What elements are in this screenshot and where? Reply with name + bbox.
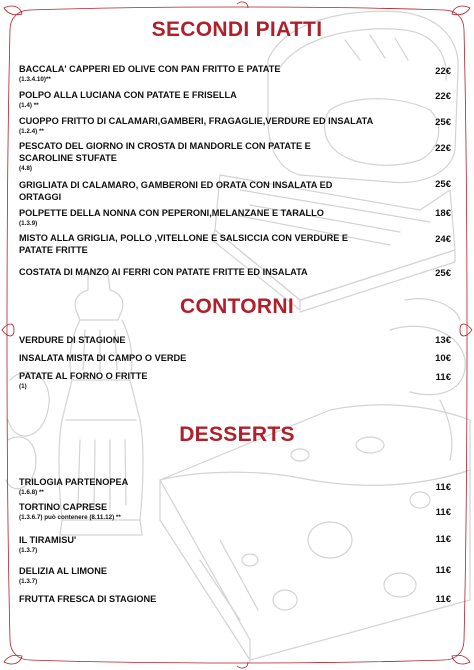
item-price: 24€ (435, 234, 451, 245)
item-name: CUOPPO FRITTO DI CALAMARI,GAMBERI, FRAGAGLIE,VERDURE ED INSALATA (19, 116, 374, 126)
menu-item (19, 207, 459, 228)
menu-item (19, 334, 459, 346)
item-price: 25€ (435, 117, 451, 128)
item-name: IL TIRAMISU' (19, 535, 77, 545)
item-allergens: (1.4) ** (19, 102, 39, 109)
item-allergens: (1.3.6.7) può contenere (8.11.12) ** (19, 514, 121, 521)
item-price: 11€ (435, 482, 451, 493)
item-name: DELIZIA AL LIMONE (19, 566, 107, 576)
section-title-contorni: CONTORNI (179, 295, 294, 318)
section-title-secondi: SECONDI PIATTI (151, 18, 323, 41)
item-price: 25€ (435, 179, 451, 190)
item-name: VERDURE DI STAGIONE (19, 335, 126, 345)
item-price: 22€ (435, 143, 451, 154)
item-name: FRUTTA FRESCA DI STAGIONE (19, 594, 157, 604)
item-allergens: (1.2.4) ** (19, 128, 44, 135)
item-allergens: (1.3.7) (19, 547, 38, 554)
item-name: POLPETTE DELLA NONNA CON PEPERONI,MELANZANE E TARALLO (19, 208, 324, 218)
item-price: 25€ (435, 268, 451, 279)
item-name: POLPO ALLA LUCIANA CON PATATE E FRISELLA (19, 90, 237, 100)
item-price: 10€ (435, 353, 451, 364)
item-price: 11€ (435, 507, 451, 518)
item-name: MISTO ALLA GRIGLIA, POLLO ,VITELLONE E SALSICCIA CON VERDURE E PATATE FRITTE (19, 233, 349, 255)
menu-item (19, 63, 459, 84)
menu-item (19, 476, 459, 497)
item-allergens: (1.3.7) (19, 578, 38, 585)
menu-item (19, 232, 459, 256)
menu-item (19, 266, 459, 278)
item-name: TRILOGIA PARTENOPEA (19, 477, 129, 487)
item-name: BACCALA' CAPPERI ED OLIVE CON PAN FRITTO E PATATE (19, 64, 281, 74)
item-price: 11€ (435, 372, 451, 383)
menu-item (19, 565, 459, 586)
item-name: PATATE AL FORNO O FRITTE (19, 371, 148, 381)
item-allergens: (4.8) (19, 165, 32, 172)
item-price: 11€ (435, 534, 451, 545)
menu-item (19, 115, 459, 136)
item-allergens: (1.3.9) (19, 220, 38, 227)
item-name: GRIGLIATA DI CALAMARO, GAMBERONI ED ORATA CON INSALATA ED ORTAGGI (19, 180, 333, 202)
menu-item (19, 501, 459, 522)
menu-item (19, 352, 459, 364)
item-allergens: (1) (19, 383, 27, 390)
item-price: 13€ (435, 335, 451, 346)
item-price: 11€ (435, 594, 451, 605)
menu-item (19, 370, 459, 391)
menu-item (19, 534, 459, 555)
item-price: 11€ (435, 565, 451, 576)
item-name: TORTINO CAPRESE (19, 502, 108, 512)
item-allergens: (1.6.8) ** (19, 489, 44, 496)
item-price: 22€ (435, 91, 451, 102)
item-price: 22€ (435, 66, 451, 77)
menu-item (19, 179, 459, 203)
item-allergens: (1.3.4.10)** (19, 76, 51, 83)
menu-item (19, 593, 459, 605)
item-name: PESCATO DEL GIORNO IN CROSTA DI MANDORLE CON PATATE E SCAROLINE STUFATE (19, 141, 311, 163)
section-title-desserts: DESSERTS (179, 423, 295, 446)
menu-item (19, 140, 459, 173)
item-name: COSTATA DI MANZO AI FERRI CON PATATE FRITTE ED INSALATA (19, 267, 308, 277)
menu-item (19, 89, 459, 110)
item-name: INSALATA MISTA DI CAMPO O VERDE (19, 353, 187, 363)
item-price: 18€ (435, 208, 451, 219)
